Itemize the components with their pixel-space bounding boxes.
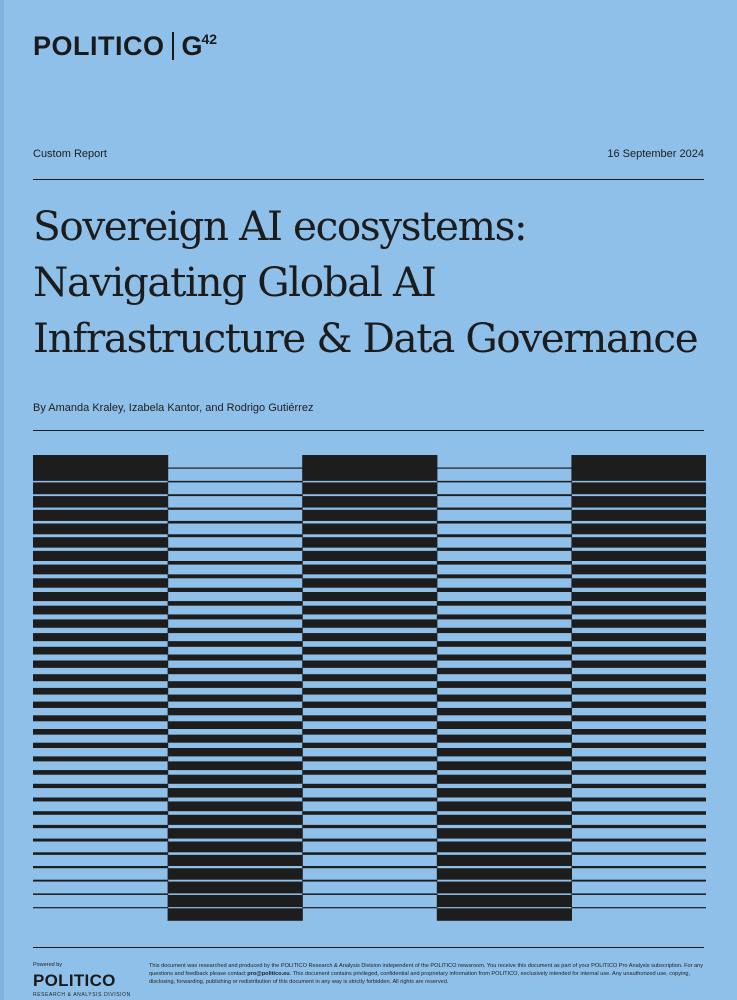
- stripe-bar: [168, 695, 303, 702]
- stripe-bar: [437, 681, 572, 688]
- stripe-bar: [571, 496, 706, 507]
- stripe-bar: [571, 811, 706, 815]
- stripe-bar: [33, 565, 168, 575]
- stripe-bar: [168, 588, 303, 592]
- stripe-bar: [168, 655, 303, 661]
- stripe-bar: [437, 601, 572, 606]
- stripe-bar: [168, 895, 303, 907]
- stripe-bar: [571, 619, 706, 627]
- stripe-bar: [302, 798, 437, 802]
- stripe-bar: [33, 893, 168, 895]
- stripe-bar: [168, 561, 303, 565]
- stripe-bar: [33, 647, 168, 655]
- stripe-bar: [33, 674, 168, 681]
- stripe-bar: [302, 907, 437, 908]
- stripe-bar: [437, 614, 572, 619]
- stripe-bar: [437, 855, 572, 866]
- stripe-bar: [571, 756, 706, 761]
- stripe-bar: [33, 852, 168, 855]
- stripe-bar: [302, 455, 437, 469]
- stripe-bar: [437, 788, 572, 797]
- stripe-bar: [302, 537, 437, 547]
- stripe-bar: [437, 882, 572, 894]
- stripe-bar: [302, 839, 437, 842]
- disclaimer-part: . This document contains privileged, confidential and proprietary information from POLITICO, exclusively intended for internal use. Any unauthorized use, copying, disclosing, forwarding, publishing or redistribution of this document in any way is strictly forbidden. All rights are reserved.: [149, 971, 691, 986]
- stripe-bar: [571, 852, 706, 855]
- stripe-bar: [302, 469, 437, 481]
- stripe-bar: [302, 852, 437, 855]
- stripe-bar: [33, 469, 168, 481]
- stripe-bar: [571, 907, 706, 908]
- stripe-bar: [302, 592, 437, 601]
- stripe-bar: [571, 578, 706, 587]
- stripe-bar: [571, 784, 706, 788]
- stripe-bar: [168, 882, 303, 894]
- title-line: Navigating Global AI: [33, 258, 436, 306]
- stripe-bar: [33, 524, 168, 535]
- stripe-bar: [33, 619, 168, 627]
- title-line: Infrastructure & Data Governance: [33, 314, 698, 362]
- stripe-bar: [168, 574, 303, 578]
- stripe-bar: [168, 521, 303, 524]
- stripe-bar: [571, 455, 706, 469]
- disclaimer-part: This document was researched and produced by the POLITICO Research & Analysis Division independent of the POLITICO newsroom. You receive this document as part of your POLITICO Pro Analysis subscription. For any questions and feedback please contact: [149, 963, 704, 978]
- stripe-bar: [437, 534, 572, 537]
- stripe-bar: [168, 842, 303, 853]
- stripe-bar: [571, 839, 706, 842]
- stripe-bar: [437, 668, 572, 674]
- stripe-bar: [437, 721, 572, 729]
- stripe-bar: [571, 688, 706, 695]
- stripe-bar: [302, 619, 437, 627]
- stripe-bar: [33, 606, 168, 615]
- stripe-bar: [33, 455, 168, 469]
- stripe-bar: [437, 761, 572, 770]
- stripe-bar: [437, 735, 572, 743]
- stripe-bar: [571, 866, 706, 868]
- stripe-bar: [168, 828, 303, 838]
- report-meta: [33, 148, 704, 160]
- stripe-bar: [571, 565, 706, 575]
- stripe-bar: [437, 574, 572, 578]
- cover-stripe-graphic: [33, 455, 706, 925]
- stripe-bar: [33, 592, 168, 601]
- stripe-bar: [302, 880, 437, 882]
- stripe-bar: [571, 893, 706, 895]
- stripe-bar: [168, 708, 303, 715]
- stripe-bar: [302, 524, 437, 535]
- stripe-bar: [437, 628, 572, 633]
- byline-divider: [33, 430, 704, 431]
- stripe-bar: [168, 534, 303, 537]
- stripe-bar: [437, 494, 572, 496]
- stripe-bar: [571, 606, 706, 615]
- stripe-bar: [33, 756, 168, 761]
- stripe-bar: [571, 633, 706, 641]
- report-date: 16 September 2024: [607, 148, 704, 160]
- stripe-bar: [302, 674, 437, 681]
- stripe-bar: [302, 702, 437, 708]
- stripe-bar: [168, 868, 303, 879]
- stripe-bar: [302, 756, 437, 761]
- stripe-bar: [168, 548, 303, 551]
- stripe-bar: [302, 551, 437, 561]
- stripe-bar: [168, 815, 303, 825]
- g42-logo-number: 42: [201, 30, 218, 47]
- stripe-bar: [437, 908, 572, 921]
- stripe-bar: [437, 561, 572, 565]
- stripe-bar: [168, 668, 303, 674]
- stripe-bar: [302, 578, 437, 587]
- stripe-bar: [437, 655, 572, 661]
- politico-logo: POLITICO: [33, 30, 165, 61]
- disclaimer-text: [149, 962, 709, 987]
- footer-divider: [33, 947, 704, 948]
- stripe-bar: [302, 825, 437, 828]
- stripe-bar: [437, 842, 572, 853]
- stripe-bar: [33, 633, 168, 641]
- stripe-bar: [571, 510, 706, 521]
- stripe-bar: [571, 715, 706, 721]
- stripe-bar: [302, 770, 437, 775]
- stripe-bar: [33, 496, 168, 507]
- stripe-bar: [302, 743, 437, 748]
- stripe-bar: [33, 770, 168, 775]
- g42-logo: [181, 30, 218, 61]
- stripe-bar: [302, 482, 437, 494]
- stripe-bar: [168, 641, 303, 647]
- stripe-bar: [168, 628, 303, 633]
- footer-logo-subtitle: RESEARCH & ANALYSIS DIVISION: [33, 992, 131, 998]
- stripe-bar: [571, 825, 706, 828]
- stripe-bar: [437, 468, 572, 469]
- stripe-bar: [302, 893, 437, 895]
- stripe-bar: [302, 565, 437, 575]
- stripe-bar: [168, 614, 303, 619]
- contact-email: pro@politico.eu: [247, 971, 290, 978]
- title-line: Sovereign AI ecosystems:: [33, 202, 527, 250]
- stripe-bar: [168, 494, 303, 496]
- stripe-bar: [302, 866, 437, 868]
- stripe-bar: [302, 715, 437, 721]
- stripe-bar: [437, 548, 572, 551]
- stripe-bar: [437, 521, 572, 524]
- stripe-bar: [571, 469, 706, 481]
- stripe-bar: [437, 508, 572, 510]
- stripe-bar: [33, 839, 168, 842]
- stripe-bar: [437, 588, 572, 592]
- stripe-bar: [302, 688, 437, 695]
- stripe-bar: [168, 721, 303, 729]
- footer-brand: [33, 962, 131, 998]
- report-type: Custom Report: [33, 148, 107, 160]
- stripe-bar: [302, 729, 437, 735]
- stripe-bar: [33, 880, 168, 882]
- stripe-bar: [571, 551, 706, 561]
- stripe-bar: [571, 524, 706, 535]
- logo-divider: [172, 32, 174, 60]
- stripe-bar: [437, 828, 572, 838]
- stripe-bar: [571, 743, 706, 748]
- stripe-bar: [168, 788, 303, 797]
- stripe-bar: [168, 508, 303, 510]
- header-logos: [33, 28, 217, 64]
- stripe-bar: [168, 775, 303, 784]
- stripe-bar: [33, 537, 168, 547]
- stripe-bar: [33, 907, 168, 908]
- powered-by-label: Powered by: [33, 962, 63, 968]
- stripe-bar: [33, 551, 168, 561]
- stripe-bar: [302, 510, 437, 521]
- stripe-bar: [302, 606, 437, 615]
- stripe-bar: [302, 784, 437, 788]
- stripe-bar: [168, 761, 303, 770]
- stripe-bar: [33, 743, 168, 748]
- stripe-bar: [33, 578, 168, 587]
- stripe-bar: [33, 702, 168, 708]
- stripe-bar: [437, 815, 572, 825]
- stripe-bar: [437, 775, 572, 784]
- stripe-bar: [168, 748, 303, 756]
- stripe-bar: [302, 661, 437, 668]
- stripe-bar: [33, 715, 168, 721]
- stripe-bar: [33, 825, 168, 828]
- stripe-bar: [33, 661, 168, 668]
- stripe-bar: [437, 695, 572, 702]
- stripe-bar: [33, 866, 168, 868]
- stripe-bar: [33, 729, 168, 735]
- stripe-bar: [168, 801, 303, 811]
- stripe-bar: [437, 641, 572, 647]
- stripe-bar: [168, 735, 303, 743]
- stripe-bar: [168, 855, 303, 866]
- byline: By Amanda Kraley, Izabela Kantor, and Rodrigo Gutiérrez: [33, 402, 314, 414]
- header-divider: [33, 179, 704, 180]
- stripe-bar: [302, 633, 437, 641]
- stripe-bar: [302, 496, 437, 507]
- stripe-bar: [168, 908, 303, 921]
- stripe-bar: [571, 482, 706, 494]
- stripe-bar: [571, 661, 706, 668]
- footer-politico-logo: POLITICO: [33, 971, 116, 990]
- stripe-bar: [302, 811, 437, 815]
- stripe-bar: [571, 647, 706, 655]
- stripe-bar: [437, 708, 572, 715]
- stripe-bar: [33, 811, 168, 815]
- stripe-bar: [437, 868, 572, 879]
- stripe-bar: [571, 674, 706, 681]
- stripe-bar: [33, 798, 168, 802]
- stripe-bar: [168, 681, 303, 688]
- report-title: [33, 198, 723, 366]
- stripe-bar: [437, 748, 572, 756]
- stripe-bar: [33, 510, 168, 521]
- stripe-bar: [168, 468, 303, 469]
- stripe-bar: [571, 729, 706, 735]
- stripe-bar: [571, 537, 706, 547]
- stripe-bar: [437, 895, 572, 907]
- stripe-bar: [33, 784, 168, 788]
- stripe-bar: [571, 770, 706, 775]
- stripe-bar: [571, 880, 706, 882]
- page-edge: [0, 0, 4, 1000]
- stripe-bar: [33, 688, 168, 695]
- stripe-bar: [168, 601, 303, 606]
- stripe-bar: [168, 481, 303, 483]
- stripe-bar: [437, 801, 572, 811]
- stripe-bar: [33, 482, 168, 494]
- stripe-bar: [571, 592, 706, 601]
- stripe-bar: [571, 702, 706, 708]
- stripe-bar: [571, 798, 706, 802]
- stripe-bar: [437, 481, 572, 483]
- g42-logo-letter: G: [181, 30, 202, 61]
- stripe-bar: [302, 647, 437, 655]
